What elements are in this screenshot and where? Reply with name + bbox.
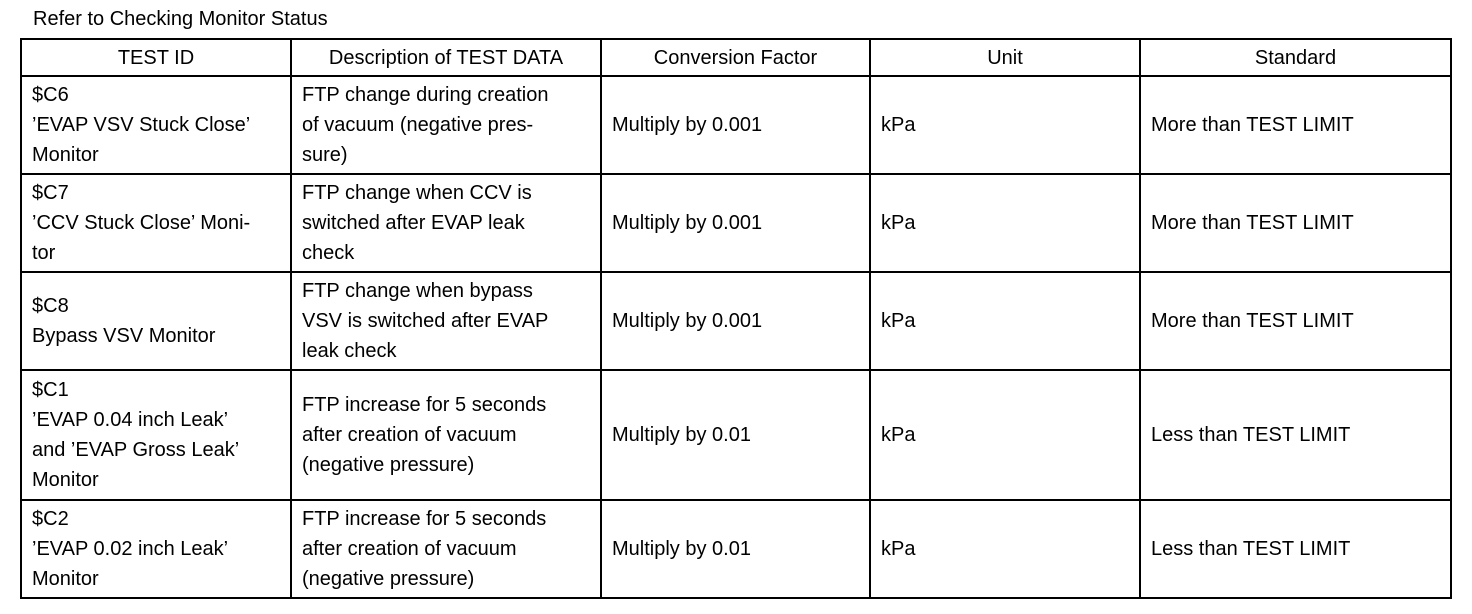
header-standard: Standard	[1140, 39, 1451, 76]
test-id-line: $C2	[32, 508, 69, 530]
test-id-cell	[21, 370, 291, 500]
test-id-line: tor	[32, 242, 56, 264]
table-row	[21, 76, 1451, 174]
description-cell	[291, 370, 601, 500]
description-line: after creation of vacuum	[302, 538, 517, 560]
unit-cell: kPa	[870, 76, 1140, 174]
description-line: leak check	[302, 340, 397, 362]
unit-cell: kPa	[870, 370, 1140, 500]
conversion-factor-cell: Multiply by 0.001	[601, 272, 870, 370]
unit-cell: kPa	[870, 500, 1140, 598]
test-id-cell	[21, 500, 291, 598]
test-id-line: ’CCV Stuck Close’ Moni-	[32, 212, 251, 234]
description-line: switched after EVAP leak	[302, 212, 525, 234]
table-header-row	[21, 39, 1451, 76]
table-caption: Refer to Checking Monitor Status	[33, 8, 328, 30]
header-conversion-factor: Conversion Factor	[601, 39, 870, 76]
table-row	[21, 500, 1451, 598]
conversion-factor-cell: Multiply by 0.001	[601, 76, 870, 174]
description-line: FTP change during creation	[302, 84, 549, 106]
unit-cell: kPa	[870, 272, 1140, 370]
header-unit: Unit	[870, 39, 1140, 76]
test-id-line: Monitor	[32, 144, 99, 166]
test-id-line: ’EVAP VSV Stuck Close’	[32, 114, 251, 136]
standard-cell: More than TEST LIMIT	[1140, 174, 1451, 272]
description-line: (negative pressure)	[302, 454, 475, 476]
test-id-cell	[21, 272, 291, 370]
description-cell	[291, 76, 601, 174]
test-id-line: $C7	[32, 182, 69, 204]
test-id-line: $C1	[32, 379, 69, 401]
standard-cell: Less than TEST LIMIT	[1140, 500, 1451, 598]
description-line: check	[302, 242, 355, 264]
test-id-line: and ’EVAP Gross Leak’	[32, 439, 240, 461]
test-id-line: Bypass VSV Monitor	[32, 325, 216, 347]
unit-cell: kPa	[870, 174, 1140, 272]
description-line: (negative pressure)	[302, 568, 475, 590]
standard-cell: Less than TEST LIMIT	[1140, 370, 1451, 500]
description-cell	[291, 272, 601, 370]
description-line: of vacuum (negative pres-	[302, 114, 534, 136]
table-row	[21, 272, 1451, 370]
test-id-cell	[21, 76, 291, 174]
description-line: FTP increase for 5 seconds	[302, 394, 547, 416]
header-test-id: TEST ID	[21, 39, 291, 76]
description-line: FTP change when bypass	[302, 280, 533, 302]
conversion-factor-cell: Multiply by 0.001	[601, 174, 870, 272]
test-id-cell	[21, 174, 291, 272]
table-row	[21, 370, 1451, 500]
description-line: sure)	[302, 144, 348, 166]
description-line: VSV is switched after EVAP	[302, 310, 549, 332]
test-id-line: Monitor	[32, 469, 99, 491]
description-cell	[291, 174, 601, 272]
test-id-line: ’EVAP 0.02 inch Leak’	[32, 538, 229, 560]
test-id-line: $C8	[32, 295, 69, 317]
description-line: FTP increase for 5 seconds	[302, 508, 547, 530]
standard-cell: More than TEST LIMIT	[1140, 272, 1451, 370]
conversion-factor-cell: Multiply by 0.01	[601, 500, 870, 598]
header-description: Description of TEST DATA	[291, 39, 601, 76]
description-line: FTP change when CCV is	[302, 182, 532, 204]
description-cell	[291, 500, 601, 598]
description-line: after creation of vacuum	[302, 424, 517, 446]
conversion-factor-cell: Multiply by 0.01	[601, 370, 870, 500]
test-id-line: ’EVAP 0.04 inch Leak’	[32, 409, 229, 431]
table-row	[21, 174, 1451, 272]
standard-cell: More than TEST LIMIT	[1140, 76, 1451, 174]
test-id-line: Monitor	[32, 568, 99, 590]
test-id-line: $C6	[32, 84, 69, 106]
monitor-test-table	[20, 38, 1452, 599]
